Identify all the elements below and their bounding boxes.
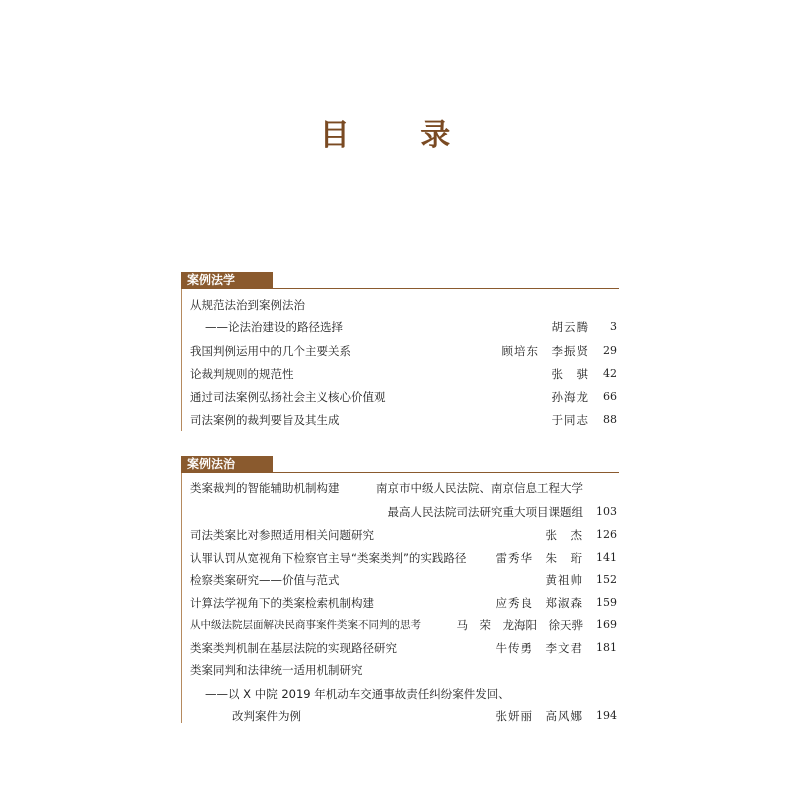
section-case-rule-of-law: [181, 456, 619, 726]
entry-page: 159: [596, 596, 617, 609]
entry-title: 从规范法治到案例法治: [190, 298, 305, 312]
entry-title: ——论法治建设的路径选择: [205, 320, 343, 334]
entry-title: 改判案件为例: [232, 709, 301, 723]
entry-authors: 于同志: [551, 413, 589, 427]
entry-authors: 马 荣 龙海阳 徐天骅: [456, 618, 583, 632]
entry-page: 141: [596, 551, 617, 564]
section-side-rule: [181, 289, 182, 431]
entry-title: 司法类案比对参照适用相关问题研究: [190, 528, 374, 542]
section-header: [181, 272, 619, 290]
toc-entry[interactable]: [190, 595, 619, 611]
toc-entry[interactable]: [190, 343, 619, 359]
section-rule: [181, 288, 619, 289]
entry-title: 计算法学视角下的类案检索机制构建: [190, 596, 374, 610]
toc-entry[interactable]: [190, 527, 619, 543]
toc-entry[interactable]: [190, 319, 619, 335]
toc-entry[interactable]: [190, 708, 619, 724]
entry-title: ——以 X 中院 2019 年机动车交通事故责任纠纷案件发回、: [205, 687, 510, 701]
toc-entry[interactable]: [190, 412, 619, 428]
entry-authors: 牛传勇 李文君: [495, 641, 583, 655]
section-label: 案例法治: [181, 456, 273, 473]
page-title: 目 录: [319, 118, 481, 153]
entry-page: 126: [596, 528, 617, 541]
entry-page: 103: [596, 505, 617, 518]
entry-page: 88: [603, 413, 617, 426]
entry-authors: 黄祖帅: [545, 573, 583, 587]
toc-entry[interactable]: [190, 297, 619, 313]
section-rule: [181, 472, 619, 473]
entry-title: 论裁判规则的规范性: [190, 367, 294, 381]
entry-authors: 张 杰: [545, 528, 583, 542]
entry-authors: 最高人民法院司法研究重大项目课题组: [387, 505, 583, 519]
toc-entry[interactable]: [190, 662, 619, 678]
toc-entry[interactable]: [190, 686, 619, 702]
toc-entry[interactable]: [190, 550, 619, 566]
entry-page: 3: [610, 320, 617, 333]
toc-entry[interactable]: [190, 572, 619, 588]
entry-page: 169: [596, 618, 617, 631]
entry-title: 检察类案研究——价值与范式: [190, 573, 340, 587]
entry-page: 181: [596, 641, 617, 654]
entry-title: 认罪认罚从宽视角下检察官主导“类案类判”的实践路径: [190, 551, 467, 565]
entry-title: 司法案例的裁判要旨及其生成: [190, 413, 340, 427]
toc-entry[interactable]: [190, 640, 619, 656]
section-side-rule: [181, 473, 182, 723]
toc-entry[interactable]: [190, 504, 619, 520]
section-label: 案例法学: [181, 272, 273, 289]
entry-title: 类案类判机制在基层法院的实现路径研究: [190, 641, 397, 655]
entry-authors: 张 骐: [551, 367, 589, 381]
entry-page: 29: [603, 344, 617, 357]
toc-entry[interactable]: [190, 480, 619, 496]
entry-page: 152: [596, 573, 617, 586]
entry-title: 我国判例运用中的几个主要关系: [190, 344, 351, 358]
toc-entry[interactable]: [190, 617, 619, 633]
entry-page: 42: [603, 367, 617, 380]
section-header: [181, 456, 619, 474]
entry-authors: 孙海龙: [551, 390, 589, 404]
entry-authors: 应秀良 郑淑森: [495, 596, 583, 610]
entry-authors: 胡云腾: [551, 320, 589, 334]
entry-authors: 顾培东 李振贤: [501, 344, 589, 358]
entry-page: 66: [603, 390, 617, 403]
entry-authors: 张妍丽 高风娜: [495, 709, 583, 723]
entry-title: 从中级法院层面解决民商事案件类案不同判的思考: [190, 619, 421, 631]
entry-title: 类案裁判的智能辅助机制构建: [190, 481, 340, 495]
toc-entry[interactable]: [190, 366, 619, 382]
entry-page: 194: [596, 709, 617, 722]
entry-title: 通过司法案例弘扬社会主义核心价值观: [190, 390, 386, 404]
entry-authors: 雷秀华 朱 珩: [495, 551, 583, 565]
toc-entry[interactable]: [190, 389, 619, 405]
entry-authors: 南京市中级人民法院、南京信息工程大学: [376, 481, 583, 495]
entry-title: 类案同判和法律统一适用机制研究: [190, 663, 363, 677]
section-case-jurisprudence: [181, 272, 619, 432]
